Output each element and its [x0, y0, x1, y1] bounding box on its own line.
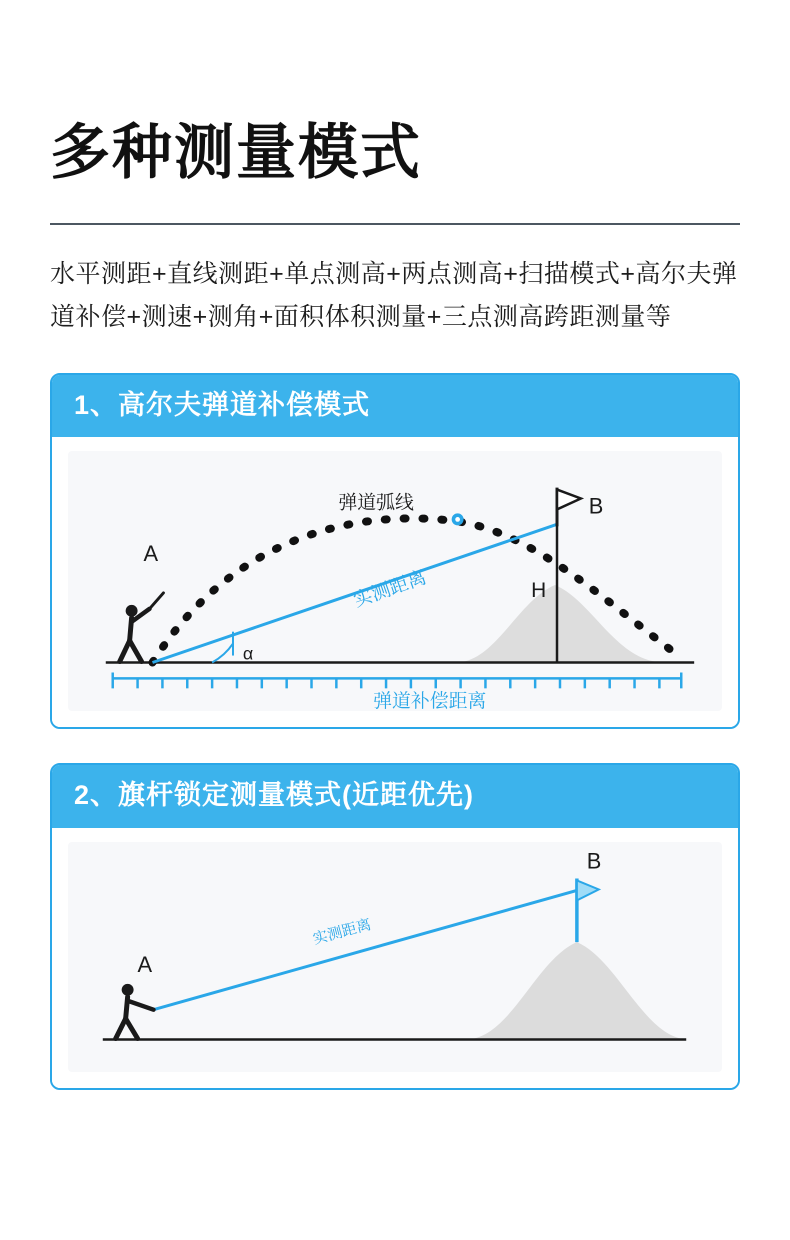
- flag-lock-diagram: [68, 842, 722, 1072]
- hill-shape: [466, 942, 690, 1039]
- page-title: 多种测量模式: [50, 119, 422, 186]
- golfer-figure: [120, 593, 164, 662]
- angle-arc: [212, 644, 233, 663]
- label-point-b: B: [588, 493, 604, 519]
- flag-icon: [557, 488, 581, 527]
- measured-distance-line: [153, 890, 576, 1009]
- label-measured-distance: 实测距离: [351, 567, 430, 612]
- hill-shape: [456, 585, 665, 663]
- modes-description: 水平测距+直线测距+单点测高+两点测高+扫描模式+高尔夫弹道补偿+测速+测角+面积体积测量+三点测高跨距测量等: [50, 260, 738, 331]
- section-card-golf-compensation: [50, 373, 740, 729]
- label-compensated-distance: 弹道补偿距离: [373, 691, 487, 712]
- label-measured-distance: 实测距离: [311, 916, 374, 948]
- label-point-b: B: [586, 848, 602, 874]
- label-point-a: A: [137, 951, 153, 977]
- section-body-2: [52, 828, 738, 1088]
- label-ballistic-arc: 弹道弧线: [338, 492, 414, 514]
- golf-compensation-diagram: [68, 451, 722, 711]
- title-divider: [50, 223, 740, 225]
- compensated-distance-ruler: [113, 673, 682, 689]
- section-card-flag-lock: [50, 763, 740, 1089]
- section-body-1: [52, 437, 738, 727]
- apex-marker-center: [455, 517, 460, 522]
- section-heading-1: 1、高尔夫弹道补偿模式: [52, 375, 738, 437]
- label-angle: α: [242, 643, 254, 664]
- label-height: H: [531, 579, 547, 603]
- section-heading-2: 2、旗杆锁定测量模式(近距优先): [52, 765, 738, 827]
- flag-icon: [577, 878, 599, 942]
- golfer-figure: [116, 984, 154, 1039]
- label-point-a: A: [143, 541, 159, 567]
